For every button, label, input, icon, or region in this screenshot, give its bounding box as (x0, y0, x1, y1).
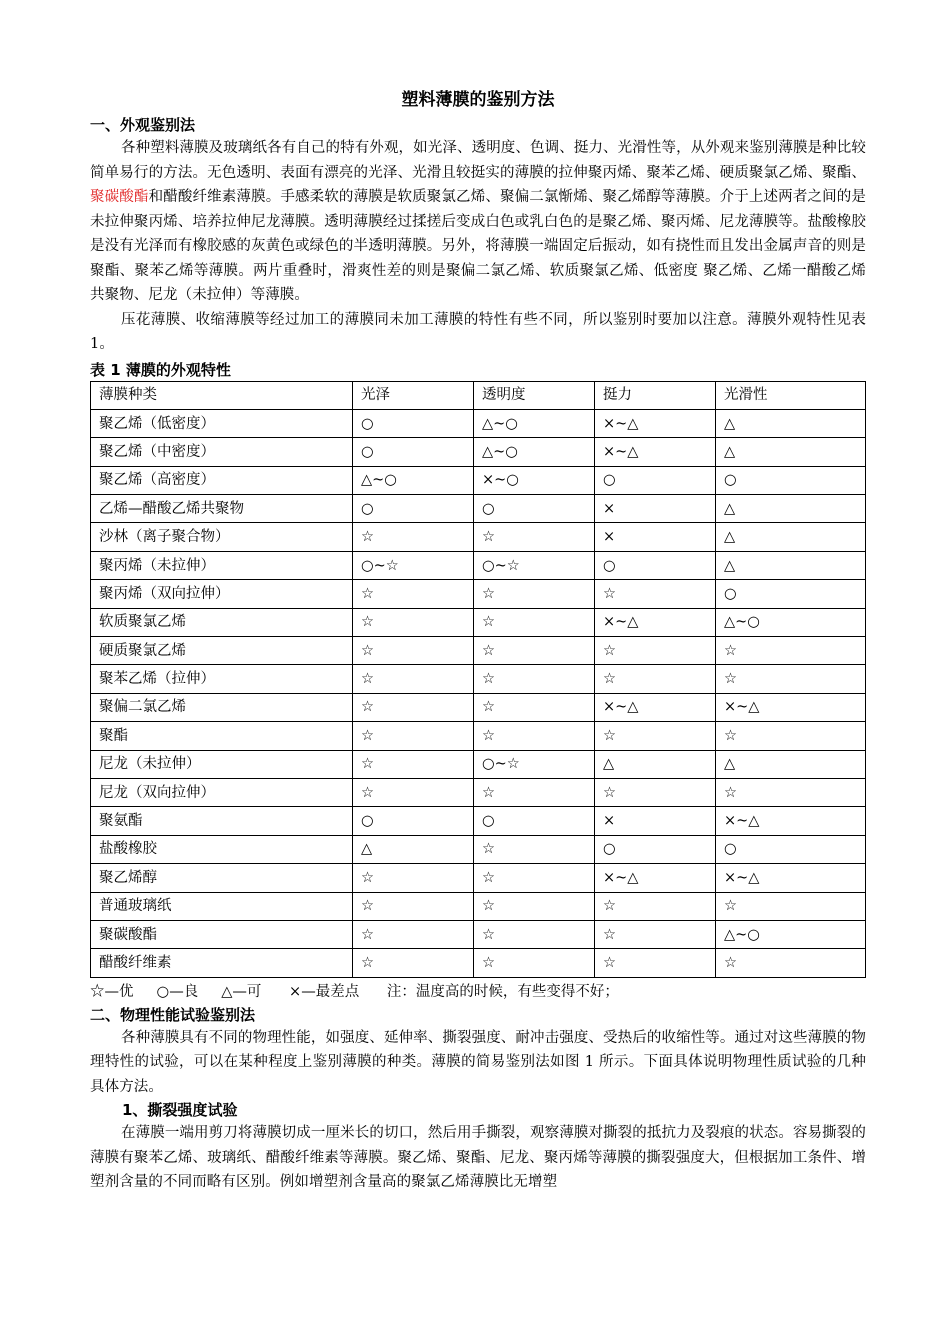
rating-cell: ○ (595, 835, 716, 863)
subsection-1-paragraph: 在薄膜一端用剪刀将薄膜切成一厘米长的切口，然后用手撕裂，观察薄膜对撕裂的抵抗力及裂痕的状态。容易撕裂的薄膜有聚苯乙烯、玻璃纸、醋酸纤维素等薄膜。聚乙烯、聚酯、尼龙、聚丙烯等薄膜的撕裂强度大，但根据加工条件、增塑剂含量的不同而略有区别。例如增塑剂含量高的聚氯乙烯薄膜比无增塑 (90, 1125, 866, 1191)
table-caption: 表 1 薄膜的外观特性 (90, 360, 231, 379)
rating-cell: ○~☆ (353, 551, 474, 579)
rating-cell: ☆ (353, 949, 474, 977)
table-header-row (91, 381, 866, 409)
rating-cell: ☆ (474, 608, 595, 636)
rating-cell: ☆ (716, 778, 866, 806)
film-type-cell: 聚乙烯（中密度） (91, 438, 353, 466)
rating-cell: ☆ (474, 637, 595, 665)
rating-cell: ☆ (474, 580, 595, 608)
subsection-1-heading: 1、撕裂强度试验 (122, 1101, 238, 1120)
appearance-table (90, 381, 866, 978)
film-type-cell: 醋酸纤维素 (91, 949, 353, 977)
rating-cell: ☆ (474, 722, 595, 750)
rating-cell: ☆ (353, 608, 474, 636)
rating-cell: ☆ (474, 864, 595, 892)
film-type-cell: 乙烯—醋酸乙烯共聚物 (91, 495, 353, 523)
rating-cell: ☆ (595, 892, 716, 920)
rating-cell: ○ (353, 438, 474, 466)
section-1-paragraph-1 (90, 136, 866, 308)
table-row (91, 892, 866, 920)
rating-cell: ☆ (595, 637, 716, 665)
rating-cell: ☆ (474, 523, 595, 551)
rating-cell: ×~△ (595, 409, 716, 437)
rating-cell: ☆ (353, 864, 474, 892)
film-type-cell: 尼龙（双向拉伸） (91, 778, 353, 806)
rating-cell: × (595, 495, 716, 523)
rating-cell: △ (716, 551, 866, 579)
film-type-cell: 聚苯乙烯（拉伸） (91, 665, 353, 693)
table-row (91, 949, 866, 977)
rating-cell: ☆ (353, 722, 474, 750)
rating-cell: ○ (595, 551, 716, 579)
rating-cell: ☆ (474, 778, 595, 806)
rating-cell: △ (716, 438, 866, 466)
rating-cell: ○ (595, 466, 716, 494)
rating-cell: ☆ (474, 693, 595, 721)
section-2-paragraph-1: 各种薄膜具有不同的物理性能，如强度、延伸率、撕裂强度、耐冲击强度、受热后的收缩性等。通过对这些薄膜的物理特性的试验，可以在某种程度上鉴别薄膜的种类。薄膜的简易鉴别法如图 1 所示。下面具体说明物理性质试验的几种具体方法。 (90, 1029, 866, 1095)
section-2-heading: 二、物理性能试验鉴别法 (90, 1005, 256, 1024)
film-type-cell: 聚丙烯（未拉伸） (91, 551, 353, 579)
rating-cell: ☆ (595, 580, 716, 608)
rating-cell: ☆ (353, 580, 474, 608)
film-type-cell: 聚酯 (91, 722, 353, 750)
table-row (91, 750, 866, 778)
highlighted-term: 聚碳酸酯 (90, 189, 149, 205)
rating-cell: △ (595, 750, 716, 778)
film-type-cell: 聚偏二氯乙烯 (91, 693, 353, 721)
table-header-cell: 薄膜种类 (91, 381, 353, 409)
rating-cell: △ (716, 495, 866, 523)
rating-cell: △ (716, 750, 866, 778)
rating-cell: ☆ (595, 920, 716, 948)
rating-cell: ○ (716, 466, 866, 494)
film-type-cell: 软质聚氯乙烯 (91, 608, 353, 636)
rating-cell: ×~○ (474, 466, 595, 494)
table-row (91, 438, 866, 466)
table-row (91, 722, 866, 750)
film-type-cell: 聚丙烯（双向拉伸） (91, 580, 353, 608)
rating-cell: ☆ (353, 920, 474, 948)
rating-cell: ☆ (474, 892, 595, 920)
table-row (91, 495, 866, 523)
rating-cell: △ (716, 523, 866, 551)
rating-cell: ☆ (716, 665, 866, 693)
rating-cell: ☆ (353, 523, 474, 551)
rating-cell: ×~△ (716, 864, 866, 892)
table-row (91, 409, 866, 437)
film-type-cell: 聚氨酯 (91, 807, 353, 835)
rating-cell: △~○ (716, 920, 866, 948)
section-1-paragraph-2: 压花薄膜、收缩薄膜等经过加工的薄膜同未加工薄膜的特性有些不同，所以鉴别时要加以注意。薄膜外观特性见表 1。 (90, 311, 866, 352)
table-row (91, 864, 866, 892)
rating-cell: △~○ (474, 438, 595, 466)
rating-cell: ○ (353, 807, 474, 835)
rating-cell: ☆ (474, 835, 595, 863)
document-title: 塑料薄膜的鉴别方法 (401, 90, 555, 110)
rating-cell: ☆ (595, 665, 716, 693)
rating-cell: △~○ (716, 608, 866, 636)
rating-cell: ☆ (716, 949, 866, 977)
film-type-cell: 盐酸橡胶 (91, 835, 353, 863)
table-header-cell: 挺力 (595, 381, 716, 409)
rating-cell: ☆ (353, 750, 474, 778)
rating-cell: ☆ (353, 892, 474, 920)
table-row (91, 466, 866, 494)
table-row (91, 551, 866, 579)
rating-cell: ×~△ (716, 693, 866, 721)
rating-cell: ☆ (716, 637, 866, 665)
rating-cell: ☆ (474, 949, 595, 977)
rating-cell: ×~△ (595, 864, 716, 892)
table-row (91, 580, 866, 608)
rating-cell: △~○ (474, 409, 595, 437)
rating-cell: ○ (716, 580, 866, 608)
table-row (91, 523, 866, 551)
rating-cell: ×~△ (595, 438, 716, 466)
film-type-cell: 聚乙烯醇 (91, 864, 353, 892)
rating-cell: △ (716, 409, 866, 437)
table-header-cell: 光滑性 (716, 381, 866, 409)
table-row (91, 665, 866, 693)
rating-cell: ○ (474, 807, 595, 835)
table-row (91, 778, 866, 806)
rating-cell: ○ (716, 835, 866, 863)
rating-cell: ○ (353, 495, 474, 523)
document-page (90, 88, 866, 1195)
rating-cell: ☆ (716, 722, 866, 750)
rating-cell: ×~△ (716, 807, 866, 835)
rating-cell: △~○ (353, 466, 474, 494)
film-type-cell: 聚乙烯（高密度） (91, 466, 353, 494)
paragraph-text: 和醋酸纤维素薄膜。手感柔软的薄膜是软质聚氯乙烯、聚偏二氯惭烯、聚乙烯醇等薄膜。介于上述两者之间的是未拉伸聚丙烯、培养拉伸尼龙薄膜。透明薄膜经过揉搓后变成白色或乳白色的是聚乙烯、聚丙烯、尼龙薄膜等。盐酸橡胶是没有光泽而有橡胶感的灰黄色或绿色的半透明薄膜。另外，将薄膜一端固定后振动，如有挠性而且发出金属声音的则是聚酯、聚苯乙烯等薄膜。两片重叠时，滑爽性差的则是聚偏二氯乙烯、软质聚氯乙烯、低密度 聚乙烯、乙烯一醋酸乙烯共聚物、尼龙（未拉伸）等薄膜。 (90, 189, 866, 303)
rating-cell: △ (353, 835, 474, 863)
film-type-cell: 聚碳酸酯 (91, 920, 353, 948)
rating-cell: ×~△ (595, 693, 716, 721)
rating-cell: ☆ (353, 665, 474, 693)
table-row (91, 608, 866, 636)
rating-cell: ○ (474, 495, 595, 523)
rating-cell: ☆ (353, 693, 474, 721)
rating-cell: × (595, 807, 716, 835)
table-legend: ☆—优 ○—良 △—可 ×—最差点 注：温度高的时候，有些变得不好； (90, 983, 619, 1000)
table-row (91, 920, 866, 948)
section-1-heading: 一、外观鉴别法 (90, 116, 196, 134)
table-row (91, 637, 866, 665)
rating-cell: ○~☆ (474, 551, 595, 579)
rating-cell: ○ (353, 409, 474, 437)
film-type-cell: 硬质聚氯乙烯 (91, 637, 353, 665)
rating-cell: ☆ (716, 892, 866, 920)
rating-cell: ×~△ (595, 608, 716, 636)
table-header-cell: 透明度 (474, 381, 595, 409)
rating-cell: ☆ (595, 722, 716, 750)
table-row (91, 807, 866, 835)
table-row (91, 693, 866, 721)
rating-cell: ☆ (353, 637, 474, 665)
film-type-cell: 尼龙（未拉伸） (91, 750, 353, 778)
table-row (91, 835, 866, 863)
film-type-cell: 普通玻璃纸 (91, 892, 353, 920)
rating-cell: ☆ (474, 920, 595, 948)
rating-cell: ☆ (595, 949, 716, 977)
rating-cell: ☆ (474, 665, 595, 693)
rating-cell: × (595, 523, 716, 551)
rating-cell: ☆ (595, 778, 716, 806)
rating-cell: ○~☆ (474, 750, 595, 778)
table-header-cell: 光泽 (353, 381, 474, 409)
film-type-cell: 沙林（离子聚合物） (91, 523, 353, 551)
rating-cell: ☆ (353, 778, 474, 806)
paragraph-text: 各种塑料薄膜及玻璃纸各有自己的特有外观，如光泽、透明度、色调、挺力、光滑性等，从外观来鉴别薄膜是种比较简单易行的方法。无色透明、表面有漂亮的光泽、光滑且较挺实的薄膜的拉伸聚丙烯、聚苯乙烯、硬质聚氯乙烯、聚酯、 (90, 140, 866, 181)
film-type-cell: 聚乙烯（低密度） (91, 409, 353, 437)
